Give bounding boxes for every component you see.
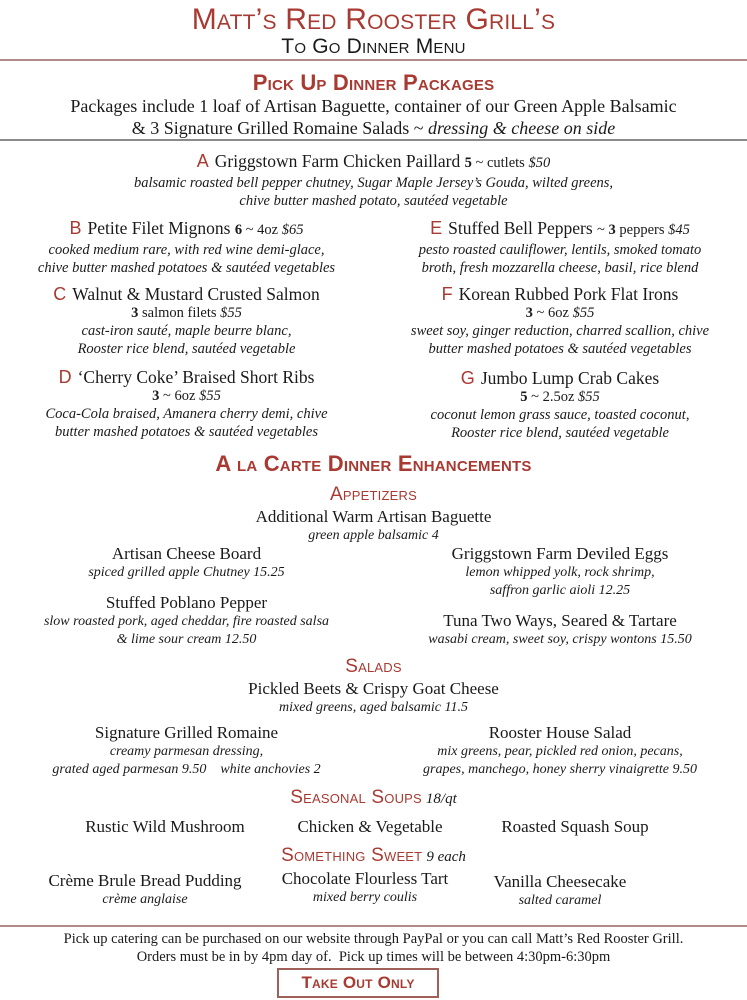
appetizer-item <box>0 544 373 582</box>
intro-italic: dressing & cheese on side <box>427 118 616 138</box>
package-qty: ~ 3 peppers $45 <box>597 222 690 238</box>
package-letter: A <box>196 151 209 171</box>
menu-item-name: Artisan Cheese Board <box>111 544 262 563</box>
packages-intro <box>0 95 747 139</box>
package-desc-1: sweet soy, ginger reduction, charred scallion, chive <box>410 323 710 339</box>
package-name: ‘Cherry Coke’ Braised Short Ribs <box>77 367 315 387</box>
menu-item-desc: mix greens, pear, pickled red onion, pecans, <box>437 744 683 759</box>
menu-item-name: Tuna Two Ways, Seared & Tartare <box>443 611 677 630</box>
package-letter: F <box>441 284 453 304</box>
take-out-only-badge: Take Out Only <box>277 968 439 998</box>
package-price: $45 <box>668 222 690 238</box>
packages-divider <box>0 139 747 141</box>
soups-price: 18/qt <box>425 791 457 807</box>
dessert-item <box>255 869 475 907</box>
soup-item: Rustic Wild Mushroom <box>85 817 245 836</box>
package-desc-1: pesto roasted cauliflower, lentils, smoked tomato <box>418 242 702 258</box>
menu-item-name: Pickled Beets & Crispy Goat Cheese <box>248 679 499 698</box>
menu-item-desc: slow roasted pork, aged cheddar, fire roasted salsa <box>43 614 330 629</box>
package-item-e <box>373 218 747 277</box>
package-price: $55 <box>572 305 595 321</box>
salad-item <box>373 723 747 779</box>
soups-heading: Seasonal Soups <box>290 787 422 808</box>
footer-info <box>0 930 747 966</box>
package-item-c <box>0 284 373 358</box>
package-name-line <box>373 368 747 389</box>
package-desc-2: chive butter mashed potato, sautéed vegetable <box>239 193 508 209</box>
footer-line-2: Orders must be in by 4pm day of. Pick up times will be between 4:30pm-6:30pm <box>136 949 611 965</box>
package-desc-2: Rooster rice blend, sautéed vegetable <box>77 341 296 357</box>
package-item-g <box>373 368 747 442</box>
package-qty: 3 ~ 6oz $55 <box>152 388 221 404</box>
sweet-heading-row <box>0 845 747 867</box>
package-qty: 3 ~ 6oz $55 <box>525 305 595 321</box>
package-desc-2: butter mashed potatoes & sautéed vegetables <box>428 341 692 357</box>
menu-item-desc: mixed greens, aged balsamic 11.5 <box>279 700 468 715</box>
package-letter: E <box>430 218 443 238</box>
menu-item-desc: salted caramel <box>518 893 602 908</box>
package-price: $55 <box>578 389 600 405</box>
menu-item-desc: crème anglaise <box>102 892 188 907</box>
package-letter: G <box>460 368 475 388</box>
package-price: $65 <box>281 222 304 238</box>
package-desc-2: Rooster rice blend, sautéed vegetable <box>451 425 669 441</box>
package-name: Petite Filet Mignons <box>87 218 231 238</box>
package-name-line <box>0 367 373 388</box>
package-name-line <box>0 284 373 305</box>
package-desc-1: Coca-Cola braised, Amanera cherry demi, chive <box>45 406 328 422</box>
menu-item-desc: grapes, manchego, honey sherry vinaigrette 9.50 <box>423 762 697 777</box>
appetizer-item <box>0 593 373 649</box>
menu-item-desc: grated aged parmesan 9.50 white anchovies 2 <box>52 762 321 777</box>
menu-item-name: Rooster House Salad <box>488 723 632 742</box>
sweet-heading: Something Sweet <box>281 845 423 866</box>
menu-item-desc: spiced grilled apple Chutney 15.25 <box>88 565 285 580</box>
package-desc-1: cast-iron sauté, maple beurre blanc, <box>81 323 292 339</box>
soups-heading-row <box>0 787 747 809</box>
packages-intro-line1: Packages include 1 loaf of Artisan Baguette, container of our Green Apple Balsamic <box>70 96 677 116</box>
menu-item-desc: creamy parmesan dressing, <box>109 744 264 759</box>
package-item-b <box>0 218 373 277</box>
alacarte-heading: A la Carte Dinner Enhancements <box>215 451 532 476</box>
menu-item-desc: saffron garlic aioli 12.25 <box>489 583 631 598</box>
package-item-d <box>0 367 373 441</box>
dessert-item <box>30 871 260 909</box>
menu-item-desc: & lime sour cream 12.50 <box>116 632 257 647</box>
menu-item-name: Additional Warm Artisan Baguette <box>255 507 492 526</box>
packages-intro-line2 <box>0 117 747 139</box>
footer-line-1: Pick up catering can be purchased on our website through PayPal or you can call Matt’s Red Rooster Grill. <box>63 931 684 947</box>
appetizer-item <box>373 611 747 649</box>
package-name: Walnut & Mustard Crusted Salmon <box>72 284 320 304</box>
menu-item-desc: green apple balsamic 4 <box>308 528 439 543</box>
package-name-line <box>373 218 747 241</box>
package-price: $55 <box>220 305 242 321</box>
package-desc-1: coconut lemon grass sauce, toasted coconut, <box>430 407 690 423</box>
package-name: Griggstown Farm Chicken Paillard <box>214 151 461 171</box>
intro-plain: & 3 Signature Grilled Romaine Salads ~ <box>131 118 428 138</box>
menu-item-desc: wasabi cream, sweet soy, crispy wontons 15.50 <box>428 632 692 647</box>
header-divider <box>0 59 747 61</box>
package-name: Stuffed Bell Peppers <box>448 218 593 238</box>
packages-heading: Pick Up Dinner Packages <box>252 70 495 95</box>
package-qty: 6 ~ 4oz $65 <box>234 222 304 238</box>
package-letter: B <box>69 218 82 238</box>
package-desc-2: butter mashed potatoes & sautéed vegetables <box>55 424 318 440</box>
package-desc-2: chive butter mashed potatoes & sautéed vegetables <box>37 260 336 276</box>
package-item-f <box>373 284 747 358</box>
package-name-line <box>373 284 747 305</box>
menu-item-name: Crème Brule Bread Pudding <box>48 871 242 890</box>
menu-item-name: Griggstown Farm Deviled Eggs <box>451 544 669 563</box>
package-price: $50 <box>528 155 551 171</box>
package-desc-1: balsamic roasted bell pepper chutney, Sugar Maple Jersey’s Gouda, wilted greens, <box>133 175 614 191</box>
menu-item-desc: lemon whipped yolk, rock shrimp, <box>465 565 655 580</box>
menu-item-desc: mixed berry coulis <box>312 890 418 905</box>
salad-featured <box>0 679 747 717</box>
restaurant-title: Matt’s Red Rooster Grill’s <box>191 3 556 36</box>
package-name-line <box>0 218 373 241</box>
package-qty: 5 ~ 2.5oz $55 <box>520 389 600 405</box>
appetizer-item <box>373 544 747 600</box>
package-name: Jumbo Lump Crab Cakes <box>480 368 660 388</box>
package-letter: C <box>53 284 67 304</box>
salad-item <box>0 723 373 779</box>
package-letter: D <box>58 367 72 387</box>
package-qty: 3 salmon filets $55 <box>131 305 242 321</box>
menu-item-name: Vanilla Cheesecake <box>493 872 627 891</box>
package-name: Korean Rubbed Pork Flat Irons <box>458 284 679 304</box>
package-price: $55 <box>199 388 221 404</box>
soup-item: Roasted Squash Soup <box>501 817 649 836</box>
package-desc-1: cooked medium rare, with red wine demi-glace, <box>48 242 325 258</box>
menu-item-name: Chocolate Flourless Tart <box>281 869 449 888</box>
package-name-line <box>0 151 747 174</box>
menu-item-name: Stuffed Poblano Pepper <box>105 593 268 612</box>
appetizer-featured <box>0 507 747 545</box>
package-qty: 5 ~ cutlets $50 <box>464 155 551 171</box>
menu-item-name: Signature Grilled Romaine <box>94 723 279 742</box>
footer-divider <box>0 925 747 927</box>
appetizers-heading: Appetizers <box>330 484 417 505</box>
dessert-item <box>460 872 660 910</box>
soup-item: Chicken & Vegetable <box>297 817 443 836</box>
salads-heading: Salads <box>345 656 402 677</box>
package-desc-2: broth, fresh mozzarella cheese, basil, rice blend <box>421 260 699 276</box>
menu-subtitle: To Go Dinner Menu <box>281 35 466 58</box>
sweet-price: 9 each <box>426 849 466 865</box>
package-item-a <box>0 151 747 210</box>
